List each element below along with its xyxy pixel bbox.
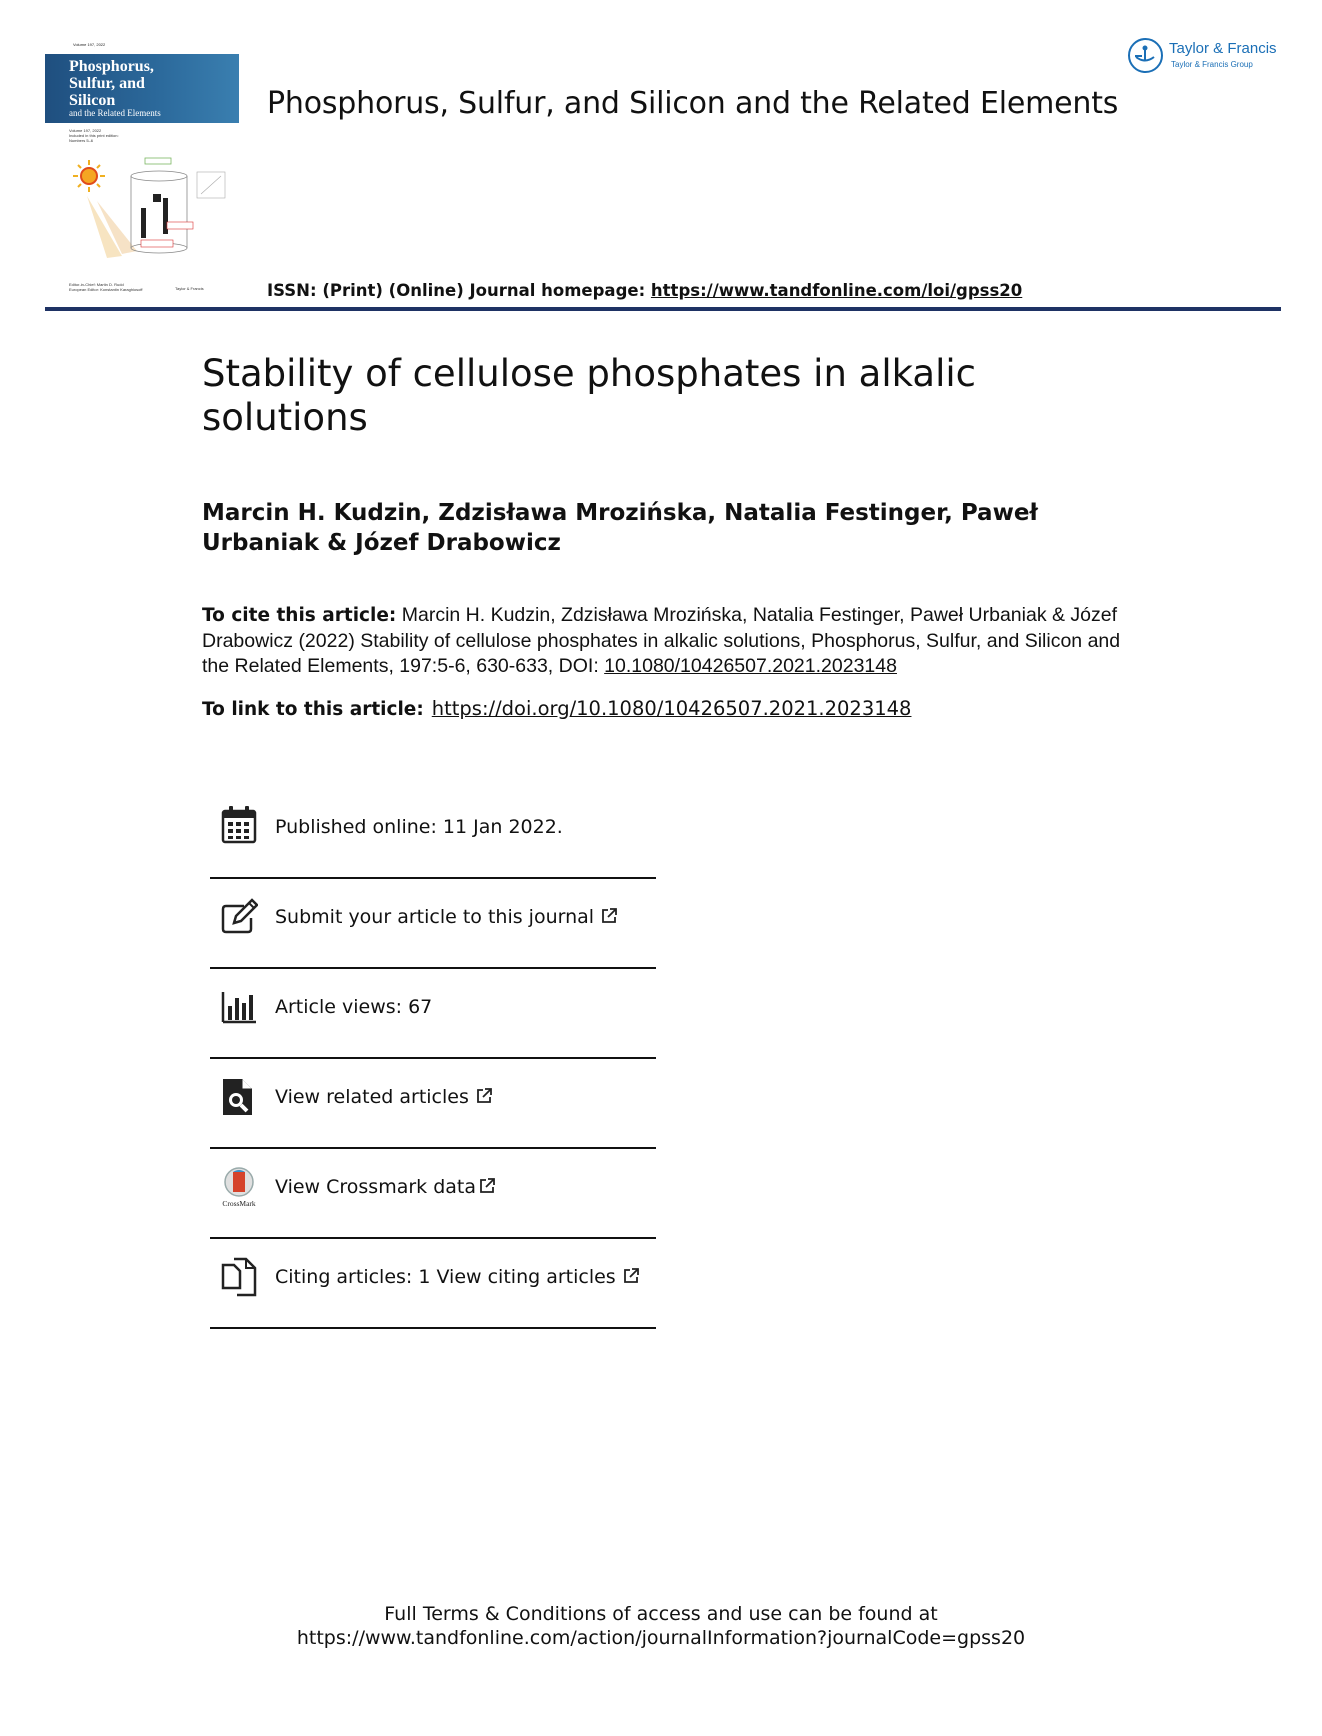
cover-meta: Volume 197, 2022 Included in this print edition: Numbers 5–6	[69, 128, 119, 143]
article-link-line	[202, 697, 911, 720]
journal-homepage-link[interactable]: https://www.tandfonline.com/loi/gpss20	[650, 281, 1023, 300]
cover-title-sub: and the Related Elements	[69, 108, 161, 119]
cover-publisher-logo: Taylor & Francis	[175, 286, 204, 291]
journal-title: Phosphorus, Sulfur, and Silicon and the Related Elements	[267, 86, 1119, 121]
submit-article-link[interactable]: Submit your article to this journal	[275, 906, 618, 928]
citing-articles-row[interactable]	[210, 1239, 656, 1329]
external-link-icon	[622, 1267, 640, 1285]
article-url-link[interactable]: https://doi.org/10.1080/10426507.2021.2023148	[431, 697, 912, 720]
article-views: Article views: 67	[275, 996, 433, 1018]
taylor-francis-logo-icon	[1128, 38, 1163, 73]
crossmark-row[interactable]	[210, 1149, 656, 1239]
terms-url[interactable]: https://www.tandfonline.com/action/journalInformation?journalCode=gpss20	[296, 1627, 1026, 1649]
header-divider	[45, 307, 1281, 311]
cover-illustration	[67, 156, 237, 268]
crossmark-logo-text: CrossMark	[222, 1199, 256, 1208]
cite-text: Marcin H. Kudzin, Zdzisława Mrozińska, Natalia Festinger, Paweł Urbaniak & Józef Drabowicz (2022) Stability of cellulose phosphates in alkalic solutions, Phosphorus, Sulfur, and Silicon and the Related Elements, 197:5-6, 630-633, DOI:	[202, 604, 1121, 677]
search-document-icon	[220, 1076, 258, 1118]
article-info-list	[210, 786, 656, 1329]
related-articles-link[interactable]: View related articles	[275, 1086, 493, 1108]
publisher-logo[interactable]	[1128, 38, 1288, 78]
external-link-icon	[475, 1087, 493, 1105]
related-articles-row[interactable]	[210, 1059, 656, 1149]
citing-articles-link[interactable]: Citing articles: 1 View citing articles	[275, 1266, 640, 1288]
issn-label: ISSN: (Print) (Online) Journal homepage:	[267, 281, 651, 300]
copy-documents-icon	[220, 1256, 258, 1298]
journal-cover[interactable]	[45, 40, 239, 296]
external-link-icon	[478, 1177, 496, 1195]
article-title: Stability of cellulose phosphates in alkalic solutions	[202, 352, 976, 439]
publisher-group: Taylor & Francis Group	[1171, 60, 1253, 69]
citation-block	[202, 603, 1122, 680]
terms-line-1: Full Terms & Conditions of access and use can be found at	[384, 1603, 938, 1625]
cover-volume: Volume 197, 2022	[73, 42, 106, 47]
calendar-icon	[220, 803, 258, 845]
doi-link[interactable]: 10.1080/10426507.2021.2023148	[604, 655, 897, 677]
cover-title-3: Silicon	[69, 91, 116, 109]
cover-editors: Editor-in-Chief: Martin D. Rudd European Editor: Konstantin Karaghiosoff	[69, 282, 143, 292]
cover-title-2: Sulfur, and	[69, 74, 145, 92]
edit-icon	[220, 896, 258, 938]
cover-title-band	[45, 54, 239, 123]
crossmark-link[interactable]: View Crossmark data	[275, 1176, 496, 1198]
article-authors: Marcin H. Kudzin, Zdzisława Mrozińska, Natalia Festinger, Paweł Urbaniak & Józef Drabowicz	[202, 500, 1038, 556]
article-views-row	[210, 969, 656, 1059]
submit-article-row[interactable]	[210, 879, 656, 969]
external-link-icon	[600, 907, 618, 925]
publisher-name: Taylor & Francis	[1169, 40, 1277, 57]
terms-footer	[0, 1602, 1322, 1650]
cover-title-1: Phosphorus,	[69, 58, 154, 75]
bar-chart-icon	[220, 986, 258, 1028]
published-row	[210, 786, 656, 879]
published-date: Published online: 11 Jan 2022.	[275, 816, 563, 838]
crossmark-icon	[220, 1166, 258, 1208]
cite-label: To cite this article:	[202, 605, 397, 626]
link-label: To link to this article:	[202, 699, 424, 720]
issn-line	[267, 281, 1022, 300]
sun-icon	[73, 160, 105, 192]
